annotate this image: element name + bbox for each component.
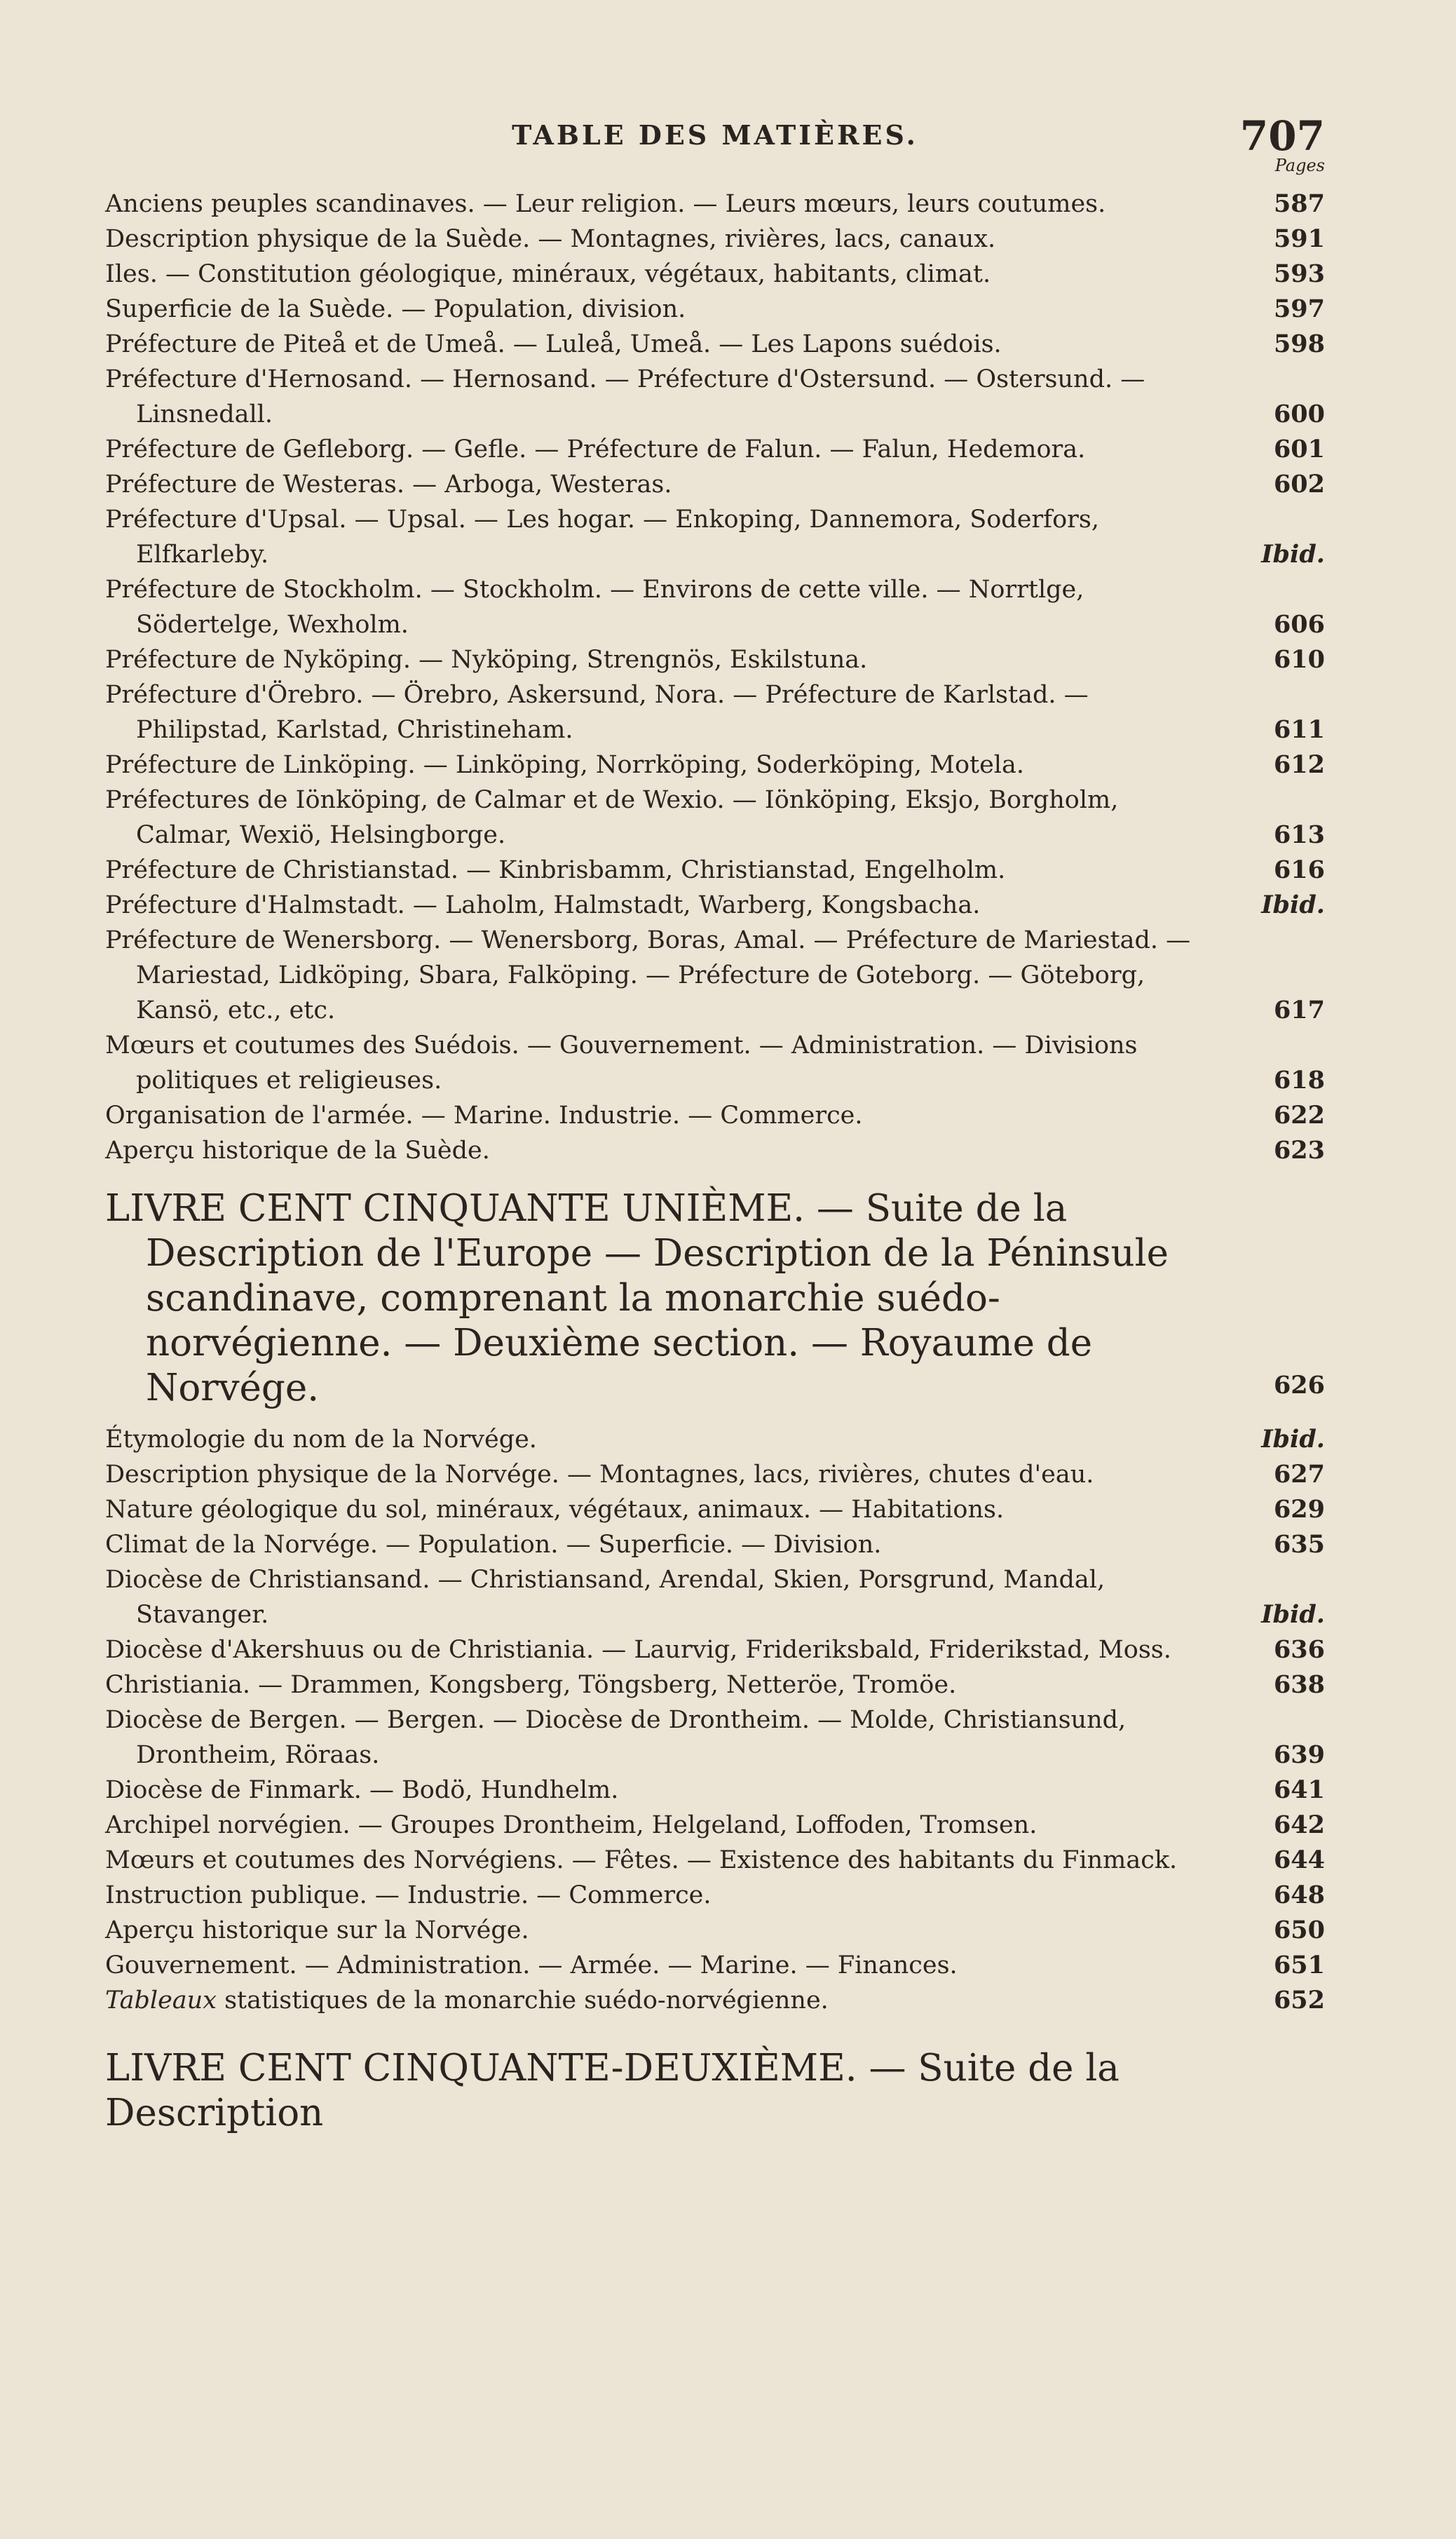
page-ref: 587 (1273, 189, 1325, 218)
book-heading-text: LIVRE CENT CINQUANTE UNIÈME. — Suite de la Description de l'Europe — Description de la Péninsule scandinave, comprenant la monarchie suédo-norvégienne. — Deuxième section. — Royaume de Norvége. (105, 1187, 1169, 1409)
entry-text: Préfecture d'Upsal. — Upsal. — Les hogar. — Enkoping, Dannemora, Soderfors, Elfkarleby. (105, 506, 1099, 569)
toc-entry (105, 502, 1325, 572)
toc-entry (105, 1028, 1325, 1098)
toc-entry (105, 1098, 1325, 1133)
table-of-contents (105, 187, 1325, 2136)
toc-entry (105, 1457, 1325, 1492)
entry-text: Préfecture de Christianstad. — Kinbrisbamm, Christianstad, Engelholm. (105, 856, 1006, 884)
page-ref: 642 (1273, 1810, 1325, 1839)
entry-text: Diocèse de Finmark. — Bodö, Hundhelm. (105, 1776, 619, 1804)
entry-text: Christiania. — Drammen, Kongsberg, Töngsberg, Netteröe, Tromöe. (105, 1671, 957, 1699)
entry-text: Préfectures de Iönköping, de Calmar et de Wexio. — Iönköping, Eksjo, Borgholm, Calmar, Wexiö, Helsingborge. (105, 786, 1119, 849)
entry-text: Nature géologique du sol, minéraux, végétaux, animaux. — Habitations. (105, 1496, 1005, 1524)
page-ref: 602 (1273, 470, 1325, 499)
entry-text: Diocèse d'Akershuus ou de Christiania. — Laurvig, Frideriksbald, Friderikstad, Moss. (105, 1636, 1171, 1664)
toc-entry (105, 292, 1325, 327)
page-ref: 610 (1273, 645, 1325, 674)
toc-entry (105, 432, 1325, 467)
entry-text: Préfecture de Gefleborg. — Gefle. — Préfecture de Falun. — Falun, Hedemora. (105, 435, 1086, 463)
toc-entry (105, 1878, 1325, 1913)
entry-text: Description physique de la Norvége. — Montagnes, lacs, rivières, chutes d'eau. (105, 1461, 1094, 1489)
entry-text: Mœurs et coutumes des Suédois. — Gouvernement. — Administration. — Divisions politiques et religieuses. (105, 1031, 1138, 1095)
entry-text: Préfecture de Wenersborg. — Wenersborg, Boras, Amal. — Préfecture de Mariestad. — Mariestad, Lidköping, Sbara, Falköping. — Préfecture de Goteborg. — Göteborg, Kansö, etc., etc. (105, 926, 1191, 1024)
toc-entry (105, 888, 1325, 923)
page-ref: 612 (1273, 750, 1325, 779)
toc-entry (105, 853, 1325, 888)
entry-text: Préfecture d'Hernosand. — Hernosand. — Préfecture d'Ostersund. — Ostersund. — Linsnedall. (105, 365, 1145, 428)
page-ref: 652 (1273, 1986, 1325, 2015)
entry-text: Archipel norvégien. — Groupes Drontheim, Helgeland, Loffoden, Tromsen. (105, 1811, 1037, 1839)
page-ref: 626 (1273, 1371, 1325, 1400)
toc-entry (105, 1492, 1325, 1527)
entry-text: Diocèse de Christiansand. — Christiansand, Arendal, Skien, Porsgrund, Mandal, Stavanger. (105, 1566, 1105, 1629)
page-ref: 591 (1273, 224, 1325, 253)
entry-text: Description physique de la Suède. — Montagnes, rivières, lacs, canaux. (105, 225, 996, 253)
toc-entry (105, 362, 1325, 432)
entry-text: Aperçu historique de la Suède. (105, 1137, 490, 1165)
toc-entry (105, 1702, 1325, 1773)
toc-entry (105, 1667, 1325, 1702)
toc-entry (105, 327, 1325, 362)
toc-entry (105, 783, 1325, 853)
toc-entry (105, 1422, 1325, 1457)
page-ref: 639 (1273, 1740, 1325, 1769)
page-ref: 651 (1273, 1951, 1325, 1979)
page-ref: 598 (1273, 330, 1325, 358)
page-ref: 636 (1273, 1635, 1325, 1664)
page-ref: Ibid. (1261, 540, 1325, 569)
toc-entry (105, 923, 1325, 1028)
toc-entry (105, 1948, 1325, 1983)
toc-entry (105, 1773, 1325, 1808)
entry-text: Gouvernement. — Administration. — Armée. — Marine. — Finances. (105, 1951, 958, 1979)
toc-entry (105, 257, 1325, 292)
book-heading-next: LIVRE CENT CINQUANTE-DEUXIÈME. — Suite de la Description (105, 2047, 1120, 2134)
page-ref: 648 (1273, 1881, 1325, 1909)
entry-text: Préfecture d'Örebro. — Örebro, Askersund, Nora. — Préfecture de Karlstad. — Philipstad, Karlstad, Christineham. (105, 681, 1089, 744)
entry-text: Préfecture de Linköping. — Linköping, Norrköping, Soderköping, Motela. (105, 751, 1024, 779)
entry-text: Préfecture de Nyköping. — Nyköping, Strengnös, Eskilstuna. (105, 646, 868, 674)
toc-entry (105, 572, 1325, 642)
toc-entry (105, 1527, 1325, 1562)
entry-text: Préfecture de Piteå et de Umeå. — Luleå, Umeå. — Les Lapons suédois. (105, 330, 1002, 358)
toc-entry (105, 677, 1325, 747)
page-ref: Ibid. (1261, 1425, 1325, 1454)
tableaux-rest: statistiques de la monarchie suédo-norvégienne. (216, 1986, 829, 2015)
toc-entry (105, 1983, 1325, 2018)
page-ref: 597 (1273, 294, 1325, 323)
entry-text: Anciens peuples scandinaves. — Leur religion. — Leurs mœurs, leurs coutumes. (105, 190, 1106, 218)
toc-entry (105, 222, 1325, 257)
toc-entry (105, 747, 1325, 783)
page-title: TABLE DES MATIÈRES. (512, 119, 918, 151)
page-ref: 593 (1273, 259, 1325, 288)
pages-column-label: Pages (1274, 156, 1325, 175)
toc-entry (105, 1843, 1325, 1878)
pages-label-wrap (105, 0, 1325, 210)
page-ref: 601 (1273, 435, 1325, 463)
entry-text: Diocèse de Bergen. — Bergen. — Diocèse de Drontheim. — Molde, Christiansund, Drontheim, Röraas. (105, 1706, 1127, 1769)
page-ref: 629 (1273, 1495, 1325, 1524)
entry-text (105, 1983, 1220, 2018)
toc-entry (105, 467, 1325, 502)
toc-entry (105, 642, 1325, 677)
page-ref: 623 (1273, 1136, 1325, 1165)
page-ref: 618 (1273, 1066, 1325, 1095)
page-ref: 644 (1273, 1846, 1325, 1874)
page-number: 707 (1239, 112, 1325, 160)
page-ref: 606 (1273, 610, 1325, 639)
page-ref: 616 (1273, 855, 1325, 884)
page-ref: 650 (1273, 1916, 1325, 1944)
page-ref: Ibid. (1261, 891, 1325, 919)
page-ref: 638 (1273, 1670, 1325, 1699)
page-ref: 641 (1273, 1775, 1325, 1804)
toc-entry (105, 1133, 1325, 1168)
page-ref: 622 (1273, 1101, 1325, 1130)
entry-text: Mœurs et coutumes des Norvégiens. — Fêtes. — Existence des habitants du Finmack. (105, 1846, 1178, 1874)
entry-text: Climat de la Norvége. — Population. — Superficie. — Division. (105, 1531, 882, 1559)
toc-entry (105, 187, 1325, 222)
entry-text: Superficie de la Suède. — Population, division. (105, 295, 686, 323)
entry-text: Préfecture d'Halmstadt. — Laholm, Halmstadt, Warberg, Kongsbacha. (105, 891, 981, 919)
entry-text: Organisation de l'armée. — Marine. Industrie. — Commerce. (105, 1102, 863, 1130)
page-ref: 613 (1273, 820, 1325, 849)
toc-entry (105, 1562, 1325, 1632)
entry-text: Aperçu historique sur la Norvége. (105, 1916, 529, 1944)
toc-entry (105, 1808, 1325, 1843)
page-ref: 600 (1273, 400, 1325, 428)
toc-entry (105, 1632, 1325, 1667)
page-ref: 611 (1273, 715, 1325, 744)
tableaux-italic: Tableaux (105, 1986, 217, 2015)
book-heading (105, 1186, 1325, 1411)
page-ref: 617 (1273, 996, 1325, 1024)
entry-text: Préfecture de Westeras. — Arboga, Westeras. (105, 470, 672, 499)
page-ref: Ibid. (1261, 1600, 1325, 1629)
entry-text: Préfecture de Stockholm. — Stockholm. — Environs de cette ville. — Norrtlge, Södertelge, Wexholm. (105, 576, 1084, 639)
toc-entry (105, 1913, 1325, 1948)
page-ref: 635 (1273, 1530, 1325, 1559)
entry-text: Étymologie du nom de la Norvége. (105, 1426, 537, 1454)
entry-text: Instruction publique. — Industrie. — Commerce. (105, 1881, 712, 1909)
entry-text: Iles. — Constitution géologique, minéraux, végétaux, habitants, climat. (105, 260, 991, 288)
page-ref: 627 (1273, 1460, 1325, 1489)
